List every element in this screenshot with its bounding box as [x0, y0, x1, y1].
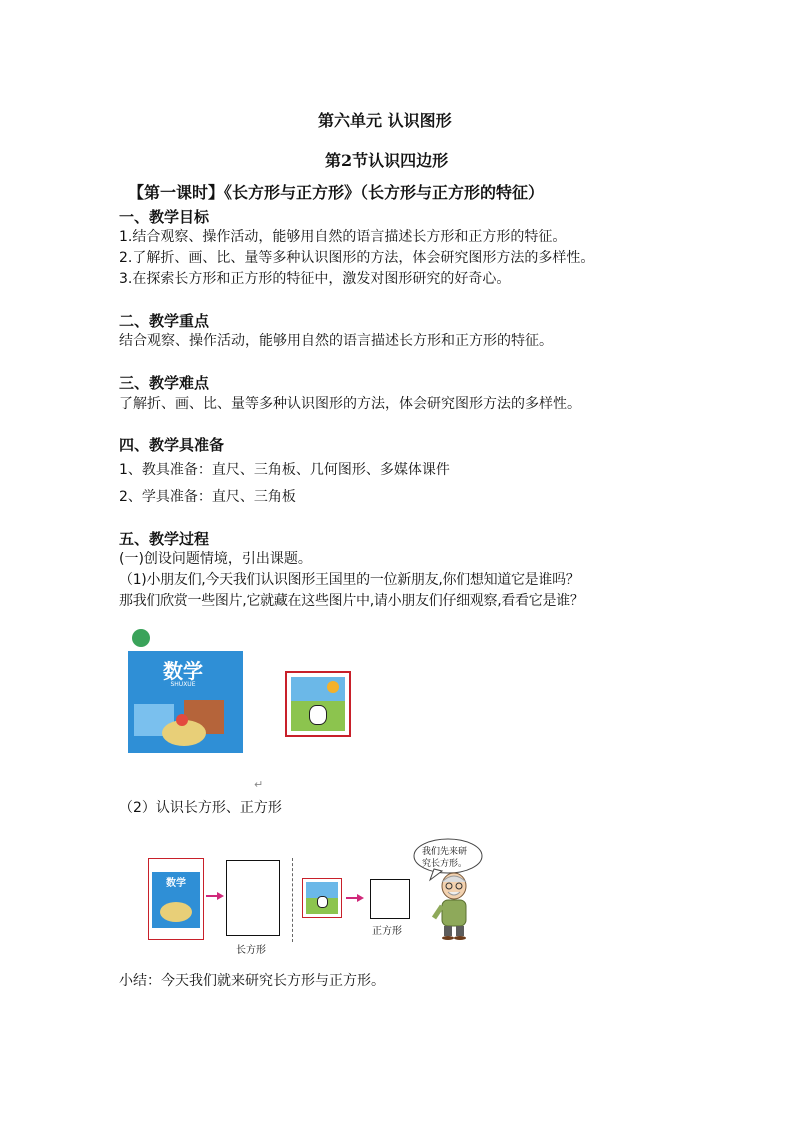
sun-icon: [327, 681, 339, 693]
objective-item: 3.在探索长方形和正方形的特征中，激发对图形研究的好奇心。: [119, 271, 511, 287]
small-panda-picture-frame: [302, 878, 342, 918]
rectangle-label: 长方形: [236, 945, 266, 956]
book-subtitle: SHUXUE: [170, 681, 196, 688]
square-shape: [370, 879, 410, 919]
square-label: 正方形: [372, 926, 402, 937]
panda-picture-frame: [285, 671, 351, 737]
objective-item: 1.结合观察、操作活动，能够用自然的语言描述长方形和正方形的特征。: [119, 229, 567, 245]
summary-text: 小结：今天我们就来研究长方形与正方形。: [119, 973, 385, 989]
small-book-title: 数学: [166, 878, 186, 889]
process-step-1: (一)创设问题情境，引出课题。: [119, 551, 312, 567]
speech-line: 究长方形。: [422, 859, 468, 869]
small-panda-icon: [317, 896, 328, 908]
objective-item: 2.了解折、画、比、量等多种认识图形的方法，体会研究图形方法的多样性。: [119, 250, 595, 266]
speech-line: 我们先来研: [422, 847, 468, 857]
difficulties-heading: 三、教学难点: [119, 374, 210, 392]
process-step-2: （2）认识长方形、正方形: [119, 800, 282, 816]
panda-picture: [291, 677, 345, 731]
arrow-right-icon: [346, 894, 364, 902]
small-textbook-cover: [152, 862, 200, 936]
preparation-item: 1、教具准备：直尺、三角板、几何图形、多媒体课件: [119, 462, 450, 478]
preparation-heading: 四、教学具准备: [119, 436, 225, 454]
key-points-heading: 二、教学重点: [119, 312, 210, 330]
teacher-character-icon: [432, 872, 476, 940]
dashed-divider: [292, 858, 293, 942]
arrow-right-icon: [206, 892, 224, 900]
preparation-item: 2、学具准备：直尺、三角板: [119, 489, 296, 505]
key-points-text: 结合观察、操作活动，能够用自然的语言描述长方形和正方形的特征。: [119, 333, 553, 349]
textbook-cover-image: [128, 625, 243, 765]
process-paragraph-line: （1)小朋友们,今天我们认识图形王国里的一位新朋友,你们想知道它是谁吗？: [119, 572, 580, 588]
unit-title: 第六单元 认识图形: [318, 111, 452, 130]
objectives-heading: 一、教学目标: [119, 208, 210, 226]
small-textbook-cover-frame: [148, 858, 204, 940]
paragraph-mark: ↵: [254, 778, 264, 791]
small-panda-picture: [306, 882, 338, 914]
rectangle-shape: [226, 860, 280, 936]
publisher-logo-icon: [132, 629, 150, 647]
process-paragraph-line: 那我们欣赏一些图片,它就藏在这些图片中,请小朋友们仔细观察,看看它是谁？: [119, 593, 584, 609]
lesson-title: 【第一课时】《长方形与正方形》（长方形与正方形的特征）: [128, 183, 545, 202]
section-title: 第2节认识四边形: [325, 151, 449, 170]
process-heading: 五、教学过程: [119, 530, 210, 548]
panda-icon: [309, 705, 327, 725]
cover-illustration: [134, 700, 234, 748]
difficulties-text: 了解折、画、比、量等多种认识图形的方法，体会研究图形方法的多样性。: [119, 396, 581, 412]
book-title: 数学: [163, 659, 203, 683]
